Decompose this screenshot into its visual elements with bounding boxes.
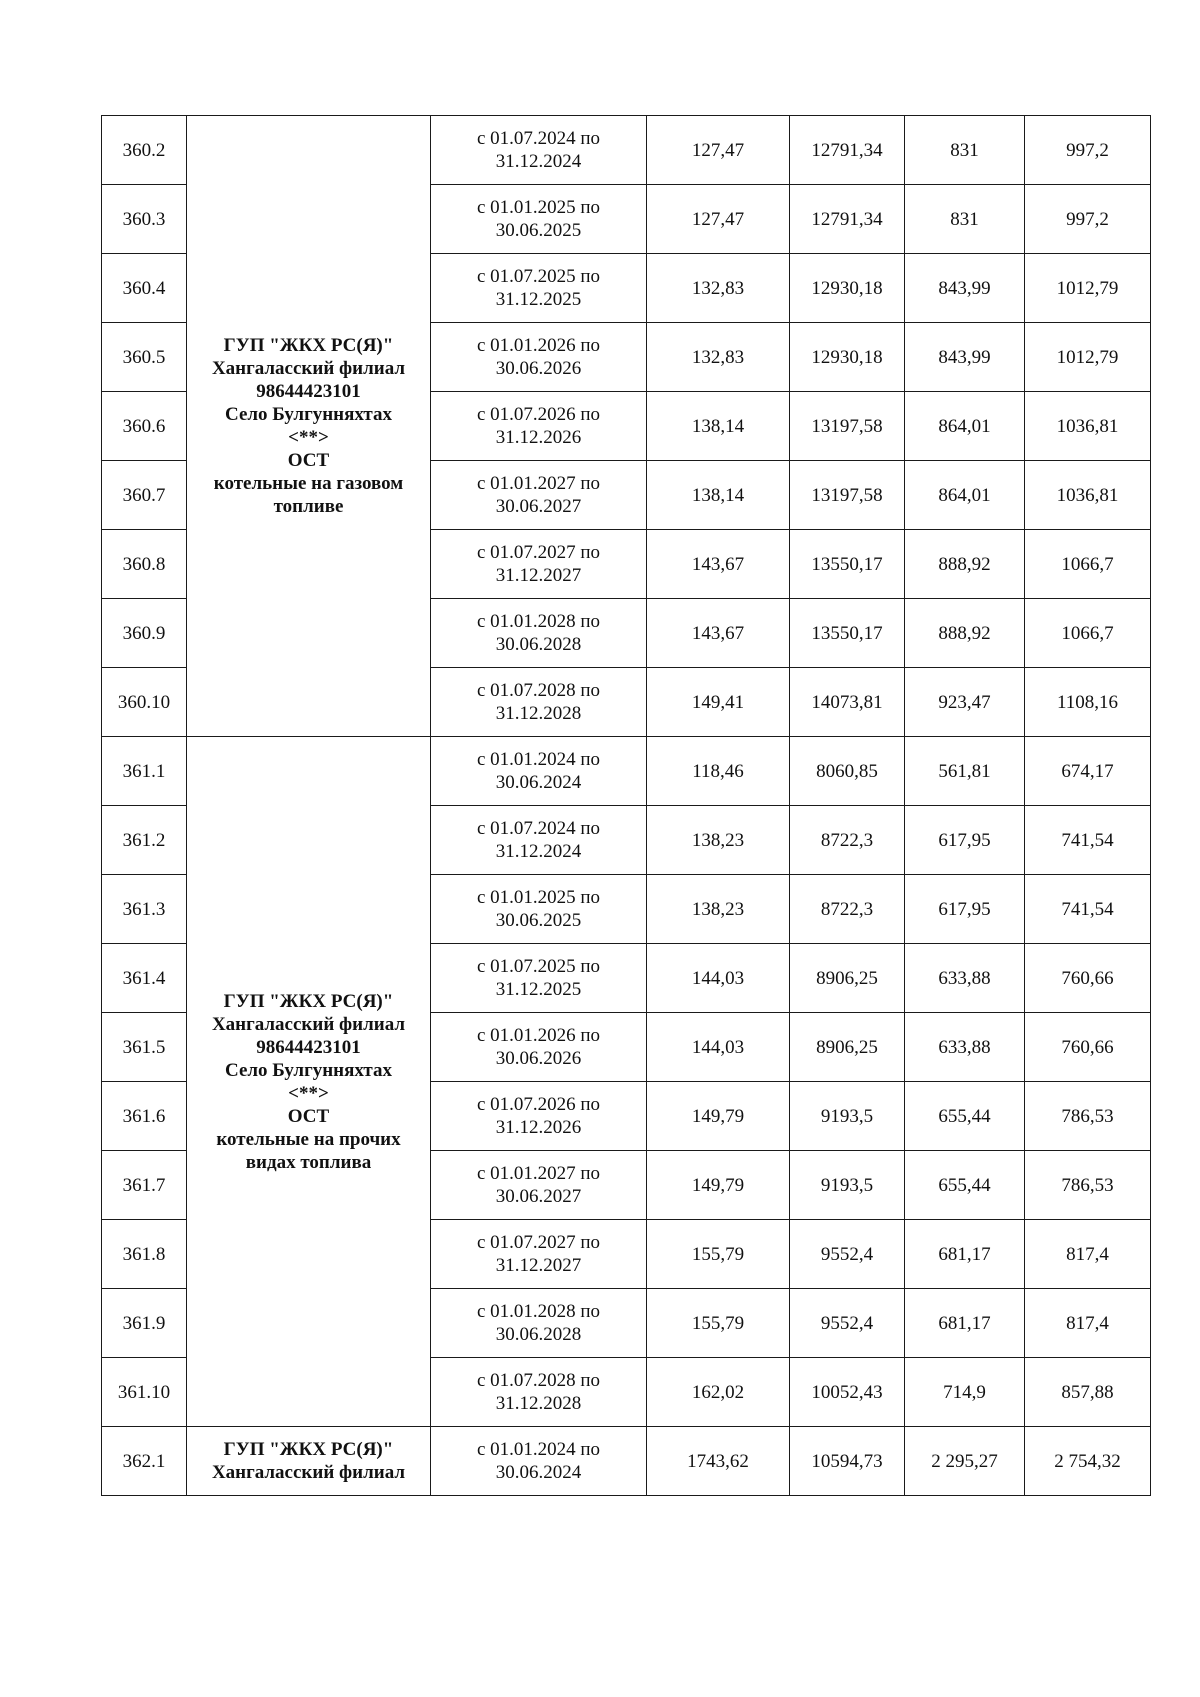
period-line: с 01.01.2024 по [476, 1439, 601, 1460]
value-cell-2: 8722,3 [790, 806, 905, 875]
row-number-cell: 361.9 [102, 1289, 187, 1358]
period-line: с 01.07.2027 по [476, 1232, 601, 1253]
value-cell-2: 9193,5 [790, 1082, 905, 1151]
value-cell-3: 888,92 [905, 599, 1025, 668]
period-line: 31.12.2026 [495, 427, 582, 448]
organization-line: ГУП "ЖКХ РС(Я)" [223, 1439, 394, 1460]
row-number-cell: 361.5 [102, 1013, 187, 1082]
period-line: 30.06.2027 [495, 1186, 582, 1207]
value-cell-4: 1066,7 [1025, 530, 1151, 599]
table-row [102, 116, 1151, 185]
period-line: с 01.01.2024 по [476, 749, 601, 770]
value-cell-2: 8906,25 [790, 1013, 905, 1082]
organization-line: Хангаласский филиал [211, 1013, 406, 1035]
period-cell [431, 461, 647, 530]
value-cell-2: 9552,4 [790, 1289, 905, 1358]
value-cell-1: 138,23 [647, 875, 790, 944]
value-cell-4: 760,66 [1025, 1013, 1151, 1082]
value-cell-3: 655,44 [905, 1082, 1025, 1151]
value-cell-1: 149,79 [647, 1151, 790, 1220]
row-number-cell: 361.7 [102, 1151, 187, 1220]
row-number-cell: 361.4 [102, 944, 187, 1013]
period-cell [431, 1289, 647, 1358]
period-line: 31.12.2028 [495, 1393, 582, 1414]
value-cell-3: 633,88 [905, 1013, 1025, 1082]
period-line: 31.12.2024 [495, 841, 582, 862]
period-line: 31.12.2028 [495, 703, 582, 724]
value-cell-1: 162,02 [647, 1358, 790, 1427]
value-cell-4: 857,88 [1025, 1358, 1151, 1427]
period-line: с 01.07.2026 по [476, 1094, 601, 1115]
organization-line: 98644423101 [256, 381, 361, 402]
table-row [102, 1427, 1151, 1496]
organization-cell [187, 1427, 431, 1496]
value-cell-1: 138,14 [647, 392, 790, 461]
value-cell-3: 843,99 [905, 323, 1025, 392]
period-cell [431, 185, 647, 254]
value-cell-1: 118,46 [647, 737, 790, 806]
period-cell [431, 806, 647, 875]
value-cell-2: 10052,43 [790, 1358, 905, 1427]
row-number-cell: 360.6 [102, 392, 187, 461]
value-cell-2: 13197,58 [790, 392, 905, 461]
value-cell-3: 2 295,27 [905, 1427, 1025, 1496]
organization-line: ОСТ [287, 450, 330, 471]
period-cell [431, 1151, 647, 1220]
period-line: 30.06.2024 [495, 1462, 582, 1483]
row-number-cell: 361.2 [102, 806, 187, 875]
period-cell [431, 737, 647, 806]
value-cell-2: 12930,18 [790, 323, 905, 392]
period-line: 30.06.2026 [495, 358, 582, 379]
period-line: 31.12.2027 [495, 565, 582, 586]
value-cell-4: 817,4 [1025, 1289, 1151, 1358]
value-cell-1: 138,23 [647, 806, 790, 875]
organization-line: котельные на газовом [213, 473, 404, 494]
value-cell-2: 13550,17 [790, 599, 905, 668]
value-cell-2: 13197,58 [790, 461, 905, 530]
value-cell-3: 843,99 [905, 254, 1025, 323]
value-cell-2: 10594,73 [790, 1427, 905, 1496]
value-cell-3: 681,17 [905, 1220, 1025, 1289]
row-number-cell: 360.8 [102, 530, 187, 599]
value-cell-4: 2 754,32 [1025, 1427, 1151, 1496]
period-line: 30.06.2025 [495, 220, 582, 241]
period-line: с 01.07.2025 по [476, 956, 601, 977]
value-cell-4: 1108,16 [1025, 668, 1151, 737]
organization-line: ГУП "ЖКХ РС(Я)" [223, 990, 394, 1012]
period-line: 31.12.2025 [495, 979, 582, 1000]
organization-line: <**> [288, 427, 329, 448]
organization-cell [187, 116, 431, 737]
period-line: с 01.07.2027 по [476, 542, 601, 563]
organization-line: <**> [288, 1082, 329, 1104]
value-cell-1: 144,03 [647, 944, 790, 1013]
value-cell-4: 817,4 [1025, 1220, 1151, 1289]
organization-line: топливе [273, 496, 344, 517]
value-cell-2: 9193,5 [790, 1151, 905, 1220]
value-cell-2: 8906,25 [790, 944, 905, 1013]
value-cell-1: 144,03 [647, 1013, 790, 1082]
period-cell [431, 1220, 647, 1289]
value-cell-3: 831 [905, 185, 1025, 254]
period-cell [431, 1427, 647, 1496]
value-cell-1: 143,67 [647, 599, 790, 668]
organization-line: ГУП "ЖКХ РС(Я)" [223, 335, 394, 356]
period-cell [431, 1358, 647, 1427]
period-line: 30.06.2028 [495, 634, 582, 655]
row-number-cell: 361.1 [102, 737, 187, 806]
period-line: с 01.01.2026 по [476, 1025, 601, 1046]
value-cell-3: 633,88 [905, 944, 1025, 1013]
period-line: с 01.07.2026 по [476, 404, 601, 425]
value-cell-4: 760,66 [1025, 944, 1151, 1013]
period-line: 31.12.2025 [495, 289, 582, 310]
period-line: 31.12.2024 [495, 151, 582, 172]
period-line: 30.06.2026 [495, 1048, 582, 1069]
row-number-cell: 361.6 [102, 1082, 187, 1151]
value-cell-2: 13550,17 [790, 530, 905, 599]
value-cell-3: 831 [905, 116, 1025, 185]
table-row [102, 737, 1151, 806]
row-number-cell: 362.1 [102, 1427, 187, 1496]
value-cell-3: 888,92 [905, 530, 1025, 599]
organization-line: Село Булгунняхтах [225, 404, 392, 425]
value-cell-3: 561,81 [905, 737, 1025, 806]
row-number-cell: 361.10 [102, 1358, 187, 1427]
period-cell [431, 1082, 647, 1151]
value-cell-4: 1012,79 [1025, 254, 1151, 323]
value-cell-1: 149,41 [647, 668, 790, 737]
row-number-cell: 360.7 [102, 461, 187, 530]
value-cell-1: 127,47 [647, 185, 790, 254]
value-cell-3: 655,44 [905, 1151, 1025, 1220]
organization-cell [187, 737, 431, 1427]
value-cell-3: 923,47 [905, 668, 1025, 737]
value-cell-4: 997,2 [1025, 185, 1151, 254]
value-cell-1: 132,83 [647, 323, 790, 392]
value-cell-1: 149,79 [647, 1082, 790, 1151]
period-line: 30.06.2027 [495, 496, 582, 517]
period-cell [431, 323, 647, 392]
value-cell-2: 12791,34 [790, 116, 905, 185]
row-number-cell: 361.3 [102, 875, 187, 944]
period-line: с 01.07.2024 по [476, 818, 601, 839]
period-cell [431, 392, 647, 461]
organization-line: Хангаласский филиал [211, 1462, 406, 1483]
value-cell-1: 1743,62 [647, 1427, 790, 1496]
value-cell-2: 9552,4 [790, 1220, 905, 1289]
value-cell-1: 132,83 [647, 254, 790, 323]
period-line: с 01.07.2028 по [476, 680, 601, 701]
value-cell-4: 741,54 [1025, 875, 1151, 944]
row-number-cell: 360.2 [102, 116, 187, 185]
organization-line: котельные на прочих [216, 1128, 401, 1150]
value-cell-1: 127,47 [647, 116, 790, 185]
period-line: с 01.01.2025 по [476, 197, 601, 218]
period-line: с 01.01.2028 по [476, 611, 601, 632]
value-cell-4: 1036,81 [1025, 392, 1151, 461]
value-cell-3: 681,17 [905, 1289, 1025, 1358]
period-cell [431, 668, 647, 737]
value-cell-4: 674,17 [1025, 737, 1151, 806]
period-line: 31.12.2027 [495, 1255, 582, 1276]
period-line: 30.06.2025 [495, 910, 582, 931]
period-line: с 01.07.2024 по [476, 128, 601, 149]
row-number-cell: 360.4 [102, 254, 187, 323]
period-line: с 01.01.2027 по [476, 1163, 601, 1184]
value-cell-3: 617,95 [905, 875, 1025, 944]
value-cell-1: 155,79 [647, 1289, 790, 1358]
row-number-cell: 360.3 [102, 185, 187, 254]
period-line: 31.12.2026 [495, 1117, 582, 1138]
period-cell [431, 875, 647, 944]
period-cell [431, 530, 647, 599]
value-cell-2: 8060,85 [790, 737, 905, 806]
row-number-cell: 360.10 [102, 668, 187, 737]
value-cell-1: 155,79 [647, 1220, 790, 1289]
value-cell-3: 714,9 [905, 1358, 1025, 1427]
row-number-cell: 360.5 [102, 323, 187, 392]
value-cell-4: 1066,7 [1025, 599, 1151, 668]
value-cell-2: 12930,18 [790, 254, 905, 323]
value-cell-4: 741,54 [1025, 806, 1151, 875]
period-line: с 01.01.2026 по [476, 335, 601, 356]
period-line: с 01.07.2025 по [476, 266, 601, 287]
row-number-cell: 361.8 [102, 1220, 187, 1289]
organization-line: Хангаласский филиал [211, 358, 406, 379]
period-line: с 01.01.2025 по [476, 887, 601, 908]
value-cell-4: 786,53 [1025, 1151, 1151, 1220]
period-line: с 01.01.2028 по [476, 1301, 601, 1322]
period-line: с 01.01.2027 по [476, 473, 601, 494]
period-cell [431, 944, 647, 1013]
tariff-table [101, 115, 1151, 1496]
period-line: 30.06.2028 [495, 1324, 582, 1345]
period-cell [431, 1013, 647, 1082]
value-cell-3: 864,01 [905, 461, 1025, 530]
period-line: с 01.07.2028 по [476, 1370, 601, 1391]
row-number-cell: 360.9 [102, 599, 187, 668]
value-cell-2: 8722,3 [790, 875, 905, 944]
period-line: 30.06.2024 [495, 772, 582, 793]
period-cell [431, 116, 647, 185]
value-cell-3: 617,95 [905, 806, 1025, 875]
value-cell-1: 143,67 [647, 530, 790, 599]
organization-line: видах топлива [245, 1151, 372, 1173]
organization-line: Село Булгунняхтах [225, 1059, 392, 1081]
value-cell-4: 786,53 [1025, 1082, 1151, 1151]
value-cell-4: 997,2 [1025, 116, 1151, 185]
value-cell-2: 12791,34 [790, 185, 905, 254]
value-cell-4: 1036,81 [1025, 461, 1151, 530]
value-cell-2: 14073,81 [790, 668, 905, 737]
organization-line: ОСТ [287, 1105, 330, 1127]
tariff-table-body [102, 116, 1151, 1496]
value-cell-1: 138,14 [647, 461, 790, 530]
period-cell [431, 599, 647, 668]
value-cell-3: 864,01 [905, 392, 1025, 461]
organization-line: 98644423101 [256, 1036, 361, 1058]
period-cell [431, 254, 647, 323]
value-cell-4: 1012,79 [1025, 323, 1151, 392]
